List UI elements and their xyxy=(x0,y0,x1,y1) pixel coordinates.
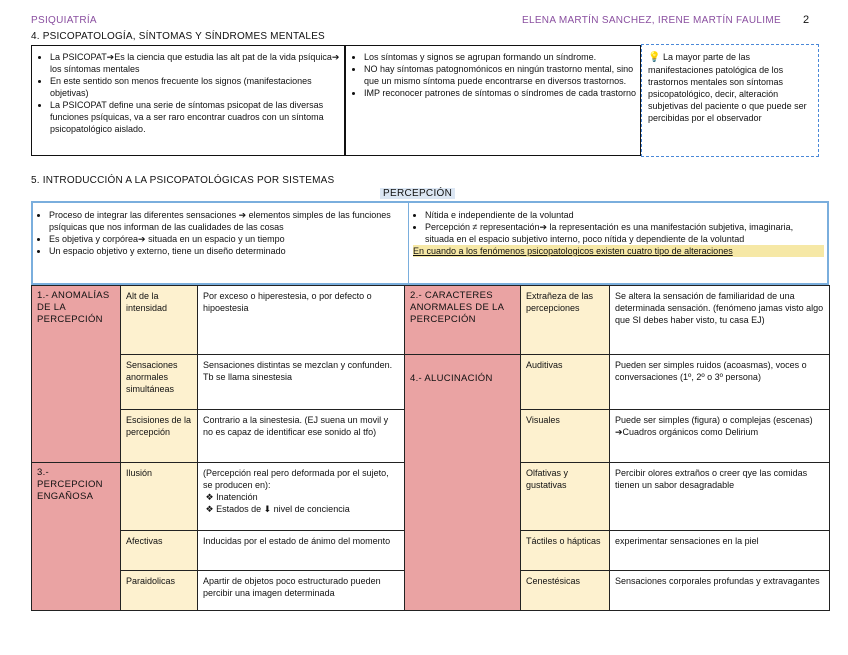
list-item: • Percepción ≠ representación➔ la representación es una manifestación subjetiva, imaginaria, situada en el espacio subjetivo interno, poco nítida y dependiente de la voluntad xyxy=(425,221,824,245)
table-cell-desc: Apartir de objetos poco estructurado pueden percibir una imagen determinada xyxy=(198,571,405,611)
list-item: • NO hay síntomas patognomónicos en ningún trastorno mental, sino que un mismo síntoma puede encontrarse en diversos trastornos. xyxy=(364,63,636,87)
perception-heading: PERCEPCIÓN xyxy=(380,188,455,199)
section4-col2 xyxy=(345,45,641,156)
table-cell-desc: Pueden ser simples ruidos (acoasmas), voces o conversaciones (1º, 2º o 3º persona) xyxy=(610,355,830,410)
list-item: • Proceso de integrar las diferentes sensaciones ➔ elementos simples de las funciones psíquicas que nos informan de las cualidades de las cosas xyxy=(49,209,405,233)
section4-col1 xyxy=(31,45,345,156)
list-item: ❖ Estados de ⬇ nivel de conciencia xyxy=(203,504,350,514)
table-cell-type: Cenestésicas xyxy=(521,571,610,611)
table-cell-type: Extrañeza de las percepciones xyxy=(521,286,610,355)
page-number: 2 xyxy=(803,14,810,26)
list-item: ❖ Inatención xyxy=(203,492,258,502)
section4-title: 4. PSICOPATOLOGÍA, SÍNTOMAS Y SÍNDROMES MENTALES xyxy=(31,31,325,42)
section5-title: 5. INTRODUCCIÓN A LA PSICOPATOLÓGICAS POR SISTEMAS xyxy=(31,175,335,186)
table-cell-type: Alt de la intensidad xyxy=(121,286,198,355)
table-cell-type: Visuales xyxy=(521,410,610,463)
table-row xyxy=(32,286,830,355)
subject-label: PSIQUIATRÍA xyxy=(31,15,97,26)
perception-right xyxy=(408,203,828,283)
table-cell-type: Afectivas xyxy=(121,531,198,571)
category-alucinacion: 4.- ALUCINACIÓN xyxy=(405,355,521,611)
table-cell-type: Paraidolicas xyxy=(121,571,198,611)
table-cell-desc: Se altera la sensación de familiaridad de una determinada sensación. (fenómeno jamas visto algo que SI debes haber visto, tu casa EJ) xyxy=(610,286,830,355)
list-item: • En este sentido son menos frecuente los signos (manifestaciones objetivas) xyxy=(50,75,340,99)
authors-label: ELENA MARTÍN SANCHEZ, IRENE MARTÍN FAULIME xyxy=(522,15,781,26)
table-cell-type: Auditivas xyxy=(521,355,610,410)
table-cell-desc: Sensaciones distintas se mezclan y confunden. Tb se llama sinestesia xyxy=(198,355,405,410)
list-item: • La PSICOPAT➔Es la ciencia que estudia las alt pat de la vida psíquica➔ los síntomas mentales xyxy=(50,51,340,75)
table-cell-desc: Contrario a la sinestesia. (EJ suena un movil y no es capaz de identificar ese sonido al tfo) xyxy=(198,410,405,463)
list-item: • IMP reconocer patrones de síntomas o síndromes de cada trastorno xyxy=(364,87,636,99)
ilusion-desc: (Percepción real pero deformada por el sujeto, se producen en): xyxy=(203,468,389,490)
list-item: • Los síntomas y signos se agrupan formando un síndrome. xyxy=(364,51,636,63)
table-cell-desc: Puede ser simples (figura) o complejas (escenas) ➔Cuadros orgánicos como Delirium xyxy=(610,410,830,463)
list-item: • Un espacio objetivo y externo, tiene un diseño determinado xyxy=(49,245,405,257)
table-cell-type: Ilusión xyxy=(121,463,198,531)
alterations-table xyxy=(31,285,830,611)
table-cell-desc: Percibir olores extraños o creer qye las comidas tienen un sabor desagradable xyxy=(610,463,830,531)
note-box xyxy=(641,44,819,157)
table-cell-desc: experimentar sensaciones en la piel xyxy=(610,531,830,571)
perception-left xyxy=(37,209,405,257)
table-cell-desc xyxy=(198,463,405,531)
category-percepcion-enganosa: 3.- PERCEPCION ENGAÑOSA xyxy=(32,463,121,611)
note-text: La mayor parte de las manifestaciones patológica de los trastornos mentales son síntomas psicopatológico, decir, alteración subjetivas del paciente o que puede ser percibidas por el observador xyxy=(648,52,807,123)
list-item: • La PSICOPAT define una serie de síntomas psicopat de las diversas funciones psíquicas, va a ser raro encontrar cuadros con un síntoma psicopatológico aislado. xyxy=(50,99,340,135)
table-cell-type: Escisiones de la percepción xyxy=(121,410,198,463)
table-cell-type: Táctiles o hápticas xyxy=(521,531,610,571)
category-caracteres: 2.- CARACTERES ANORMALES DE LA PERCEPCIÓN xyxy=(405,286,521,355)
perception-box xyxy=(31,201,829,285)
table-cell-desc: Sensaciones corporales profundas y extravagantes xyxy=(610,571,830,611)
table-cell-desc: Por exceso o hiperestesia, o por defecto o hipoestesia xyxy=(198,286,405,355)
category-anomalias: 1.- ANOMALÍAS DE LA PERCEPCIÓN xyxy=(32,286,121,463)
table-cell-desc: Inducidas por el estado de ánimo del momento xyxy=(198,531,405,571)
list-item: • Es objetiva y corpórea➔ situada en un espacio y un tiempo xyxy=(49,233,405,245)
table-cell-type: Sensaciones anormales simultáneas xyxy=(121,355,198,410)
table-cell-type: Olfativas y gustativas xyxy=(521,463,610,531)
lightbulb-icon: 💡 xyxy=(648,52,661,63)
list-item: • Nítida e independiente de la voluntad xyxy=(425,209,824,221)
table-row xyxy=(32,355,830,410)
highlight-text: En cuando a los fenómenos psicopatologicos existen cuatro tipo de alteraciones xyxy=(413,245,824,257)
